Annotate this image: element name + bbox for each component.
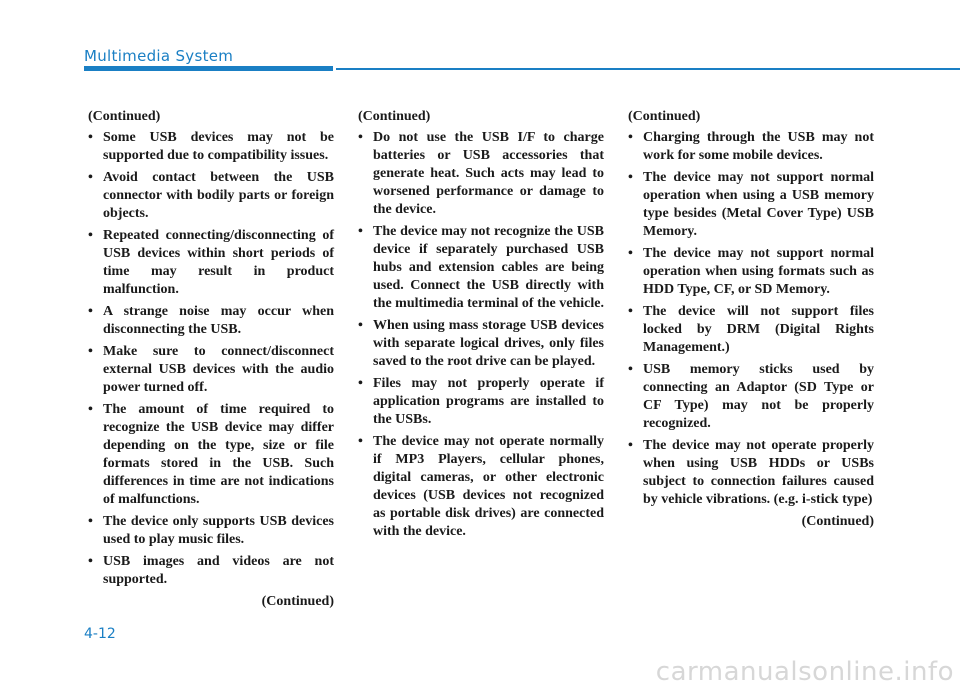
list-item: • The device may not support normal operation when using a USB memory type besides (Metal Cover Type) USB Memory. <box>624 169 874 241</box>
continued-footer: (Continued) <box>261 594 334 609</box>
list-item: • The device may not support normal operation when using formats such as HDD Type, CF, or SD Memory. <box>624 245 874 299</box>
list-item: • Charging through the USB may not work for some mobile devices. <box>624 129 874 165</box>
continued-heading: (Continued) <box>358 109 431 124</box>
text-column-3 <box>624 108 874 531</box>
section-title: Multimedia System <box>84 47 234 65</box>
list-item: • USB images and videos are not supported. <box>84 553 334 589</box>
list-item: • The device may not recognize the USB device if separately purchased USB hubs and extension cables are being used. Connect the USB directly with the multimedia terminal of the vehicle. <box>354 223 604 313</box>
header-rule-thin <box>336 68 960 70</box>
list-item: • The device only supports USB devices used to play music files. <box>84 513 334 549</box>
watermark: carmanualsonline.info <box>655 657 954 687</box>
page-number: 4-12 <box>84 626 116 642</box>
continued-footer: (Continued) <box>801 514 874 529</box>
list-item: • The device may not operate properly when using USB HDDs or USBs subject to connection failures caused by vehicle vibrations. (e.g. i-stick type) <box>624 437 874 509</box>
list-item: • Do not use the USB I/F to charge batteries or USB accessories that generate heat. Such acts may lead to worsened performance or damage to the device. <box>354 129 604 219</box>
list-item: • The amount of time required to recognize the USB device may differ depending on the type, size or file formats stored in the USB. Such differences in time are not indications of malfunctions. <box>84 401 334 509</box>
list-item: • The device will not support files locked by DRM (Digital Rights Management.) <box>624 303 874 357</box>
continued-heading: (Continued) <box>88 109 161 124</box>
list-item: • USB memory sticks used by connecting an Adaptor (SD Type or CF Type) may not be properly recognized. <box>624 361 874 433</box>
continued-heading: (Continued) <box>628 109 701 124</box>
list-item: • Repeated connecting/disconnecting of USB devices within short periods of time may result in product malfunction. <box>84 227 334 299</box>
list-item: • Avoid contact between the USB connector with bodily parts or foreign objects. <box>84 169 334 223</box>
bullet-list <box>624 129 874 509</box>
text-column-2 <box>354 108 604 545</box>
list-item: • Make sure to connect/disconnect external USB devices with the audio power turned off. <box>84 343 334 397</box>
list-item: • A strange noise may occur when disconnecting the USB. <box>84 303 334 339</box>
text-column-1 <box>84 108 334 611</box>
list-item: • When using mass storage USB devices with separate logical drives, only files saved to the root drive can be played. <box>354 317 604 371</box>
bullet-list <box>354 129 604 541</box>
list-item: • The device may not operate normally if MP3 Players, cellular phones, digital cameras, or other electronic devices (USB devices not recognized as portable disk drives) are connected with the device. <box>354 433 604 541</box>
header-rule-thick <box>84 66 333 71</box>
list-item: • Some USB devices may not be supported due to compatibility issues. <box>84 129 334 165</box>
bullet-list <box>84 129 334 589</box>
list-item: • Files may not properly operate if application programs are installed to the USBs. <box>354 375 604 429</box>
